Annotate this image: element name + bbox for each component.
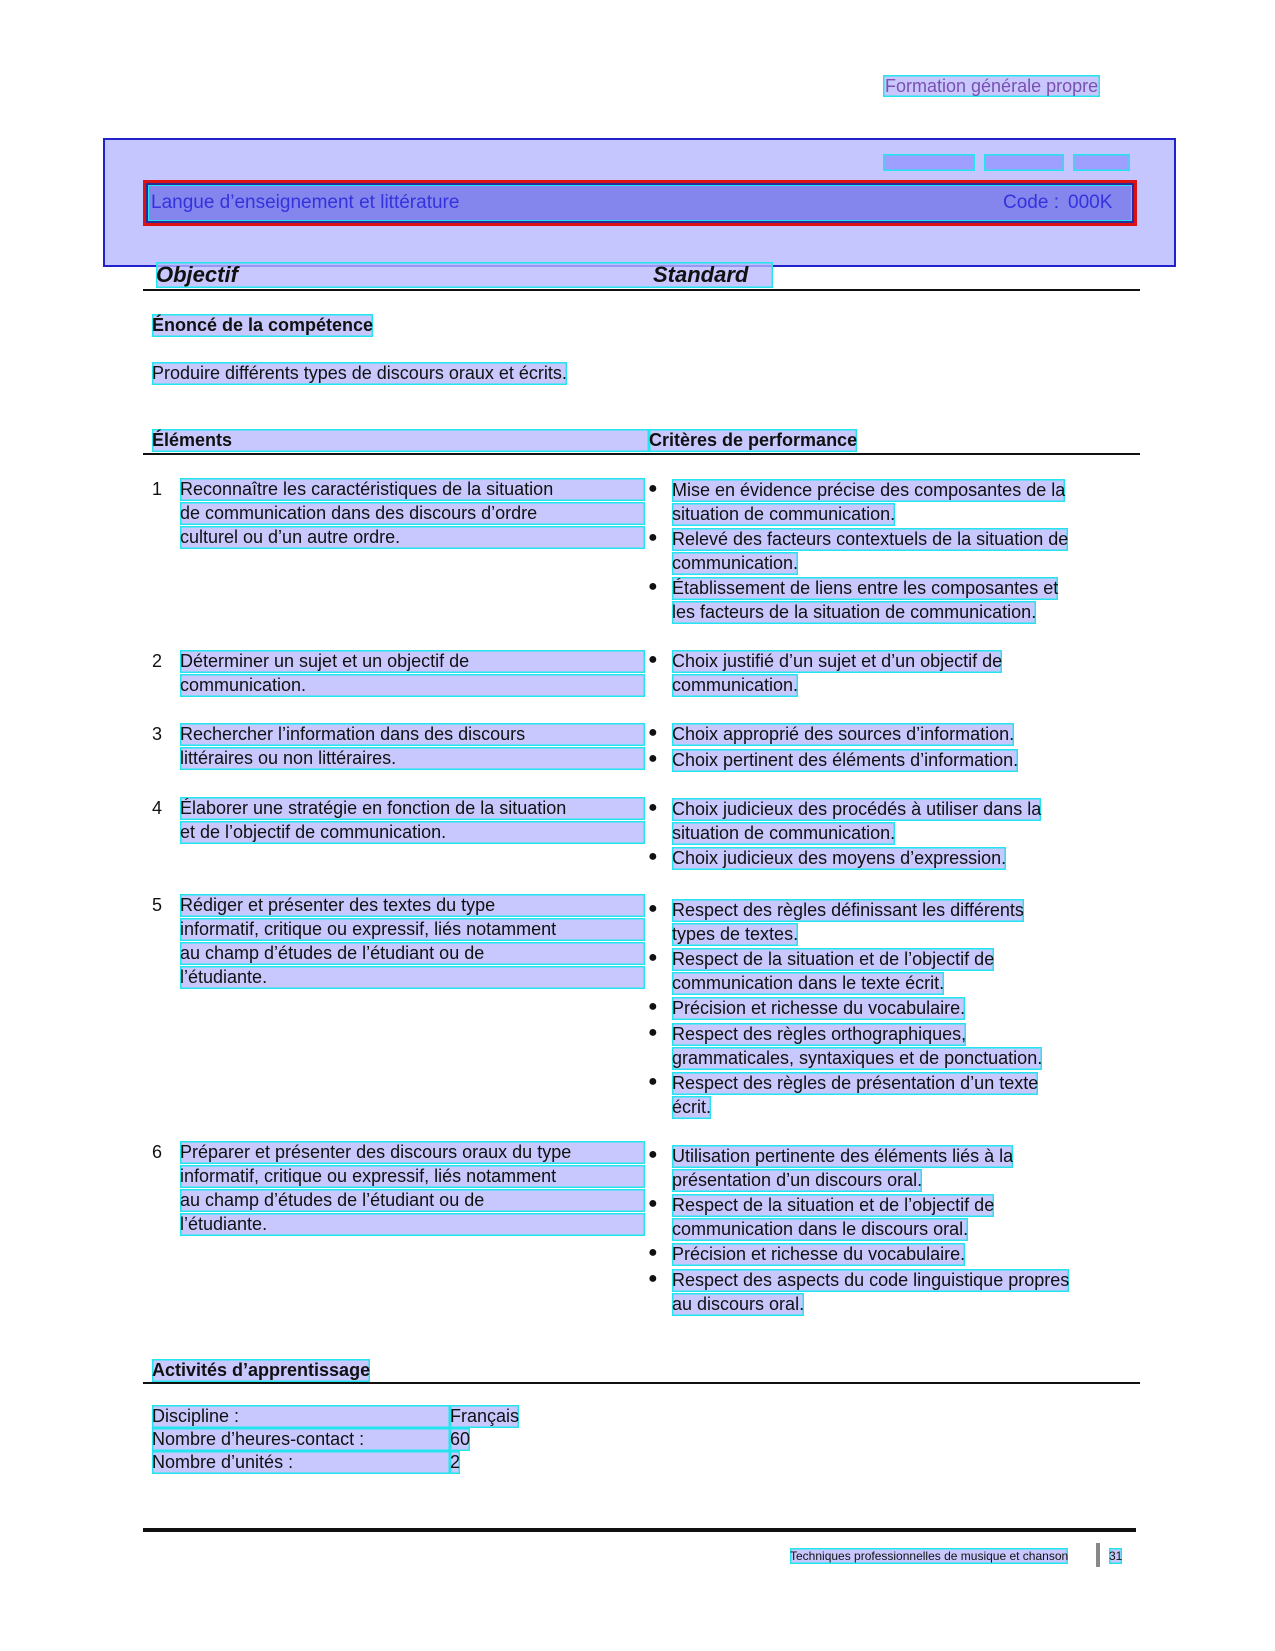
element-text: Élaborer une stratégie en fonction de la situation (180, 797, 645, 820)
element-number: 3 (152, 724, 163, 744)
criterion-text: Mise en évidence précise des composantes de la (672, 480, 1066, 500)
criterion-text: au discours oral. (672, 1294, 805, 1314)
hours-value: 60 (450, 1429, 471, 1449)
element-number: 6 (152, 1142, 163, 1162)
hours-label: Nombre d’heures-contact : (152, 1428, 450, 1451)
element-number: 1 (152, 479, 163, 499)
criterion-text: communication dans le texte écrit. (672, 973, 945, 993)
element-text: et de l’objectif de communication. (180, 821, 645, 844)
standard-column-header: Standard (653, 262, 749, 287)
footer-page-number: 31 (1109, 1549, 1123, 1563)
criterion-text: Respect des aspects du code linguistique propres (672, 1270, 1070, 1290)
section-label: Formation générale propre (885, 76, 1099, 96)
bullet-icon: ● (648, 848, 658, 865)
criterion-text: écrit. (672, 1097, 712, 1117)
bullet-icon: ● (648, 1244, 658, 1261)
bullet-icon: ● (648, 724, 658, 741)
criterion-text: types de textes. (672, 924, 799, 944)
criterion-text: Respect de la situation et de l’objectif de (672, 949, 995, 969)
bullet-icon: ● (648, 1146, 658, 1163)
units-label: Nombre d’unités : (152, 1451, 450, 1474)
element-text: Déterminer un sujet et un objectif de (180, 650, 645, 673)
competence-statement: Produire différents types de discours oraux et écrits. (152, 363, 567, 383)
criterion-text: Précision et richesse du vocabulaire. (672, 998, 966, 1018)
element-text: Préparer et présenter des discours oraux du type (180, 1141, 645, 1164)
bullet-icon: ● (648, 1195, 658, 1212)
competence-heading: Énoncé de la compétence (152, 315, 374, 335)
discipline-value: Français (450, 1406, 520, 1426)
divider (143, 289, 1140, 291)
element-text: informatif, critique ou expressif, liés notamment (180, 1165, 645, 1188)
discipline-label: Discipline : (152, 1405, 450, 1428)
element-text: informatif, critique ou expressif, liés notamment (180, 918, 645, 941)
element-text: au champ d’études de l’étudiant ou de (180, 1189, 645, 1212)
bullet-icon: ● (648, 949, 658, 966)
header-block (984, 154, 1064, 171)
header-block (1073, 154, 1130, 171)
element-number: 4 (152, 798, 163, 818)
element-text: de communication dans des discours d’ordre (180, 502, 645, 525)
bullet-icon: ● (648, 998, 658, 1015)
criterion-text: communication. (672, 675, 799, 695)
code-label: Code : (1003, 192, 1059, 213)
units-value: 2 (450, 1452, 461, 1472)
criterion-text: les facteurs de la situation de communication. (672, 602, 1037, 622)
header-block (883, 154, 975, 171)
criterion-text: Respect des règles de présentation d’un texte (672, 1073, 1039, 1093)
objective-column-header: Objectif (156, 262, 773, 288)
bullet-icon: ● (648, 1270, 658, 1287)
footer-separator (1096, 1543, 1100, 1567)
criterion-text: grammaticales, syntaxiques et de ponctuation. (672, 1048, 1043, 1068)
criterion-text: Relevé des facteurs contextuels de la situation de (672, 529, 1069, 549)
divider (143, 1382, 1140, 1384)
criterion-text: Choix pertinent des éléments d’information. (672, 750, 1019, 770)
bullet-icon: ● (648, 1073, 658, 1090)
element-text: au champ d’études de l’étudiant ou de (180, 942, 645, 965)
criterion-text: Respect de la situation et de l’objectif de (672, 1195, 995, 1215)
criterion-text: communication dans le discours oral. (672, 1219, 969, 1239)
course-title: Langue d’enseignement et littérature (151, 192, 460, 213)
criterion-text: Utilisation pertinente des éléments liés à la (672, 1146, 1014, 1166)
element-text: littéraires ou non littéraires. (180, 747, 645, 770)
element-text: Rechercher l’information dans des discours (180, 723, 645, 746)
bullet-icon: ● (648, 578, 658, 595)
criterion-text: Choix judicieux des moyens d’expression. (672, 848, 1007, 868)
element-text: communication. (180, 674, 645, 697)
bullet-icon: ● (648, 900, 658, 917)
bullet-icon: ● (648, 799, 658, 816)
bullet-icon: ● (648, 480, 658, 497)
divider (143, 453, 1140, 455)
bullet-icon: ● (648, 750, 658, 767)
criterion-text: présentation d’un discours oral. (672, 1170, 923, 1190)
criterion-text: Respect des règles définissant les différents (672, 900, 1024, 920)
bullet-icon: ● (648, 651, 658, 668)
element-text: Rédiger et présenter des textes du type (180, 894, 645, 917)
course-code: 000K (1068, 192, 1113, 213)
criterion-text: communication. (672, 553, 799, 573)
bullet-icon: ● (648, 1024, 658, 1041)
elements-header: Éléments (152, 429, 649, 452)
element-number: 5 (152, 895, 163, 915)
criterion-text: Choix justifié d’un sujet et d’un objectif de (672, 651, 1003, 671)
criterion-text: Précision et richesse du vocabulaire. (672, 1244, 966, 1264)
element-text: l’étudiante. (180, 1213, 645, 1236)
activities-heading: Activités d’apprentissage (152, 1360, 371, 1380)
bullet-icon: ● (648, 529, 658, 546)
element-text: culturel ou d’un autre ordre. (180, 526, 645, 549)
footer-rule (143, 1528, 1136, 1532)
element-number: 2 (152, 651, 163, 671)
element-text: l’étudiante. (180, 966, 645, 989)
criterion-text: Choix approprié des sources d’information. (672, 724, 1015, 744)
element-text: Reconnaître les caractéristiques de la situation (180, 478, 645, 501)
criterion-text: Établissement de liens entre les composantes et (672, 578, 1059, 598)
criterion-text: situation de communication. (672, 504, 896, 524)
criteria-header: Critères de performance (649, 430, 858, 450)
criterion-text: Respect des règles orthographiques, (672, 1024, 967, 1044)
criterion-text: situation de communication. (672, 823, 896, 843)
footer-program: Techniques professionnelles de musique et chanson (790, 1549, 1069, 1563)
criterion-text: Choix judicieux des procédés à utiliser dans la (672, 799, 1042, 819)
